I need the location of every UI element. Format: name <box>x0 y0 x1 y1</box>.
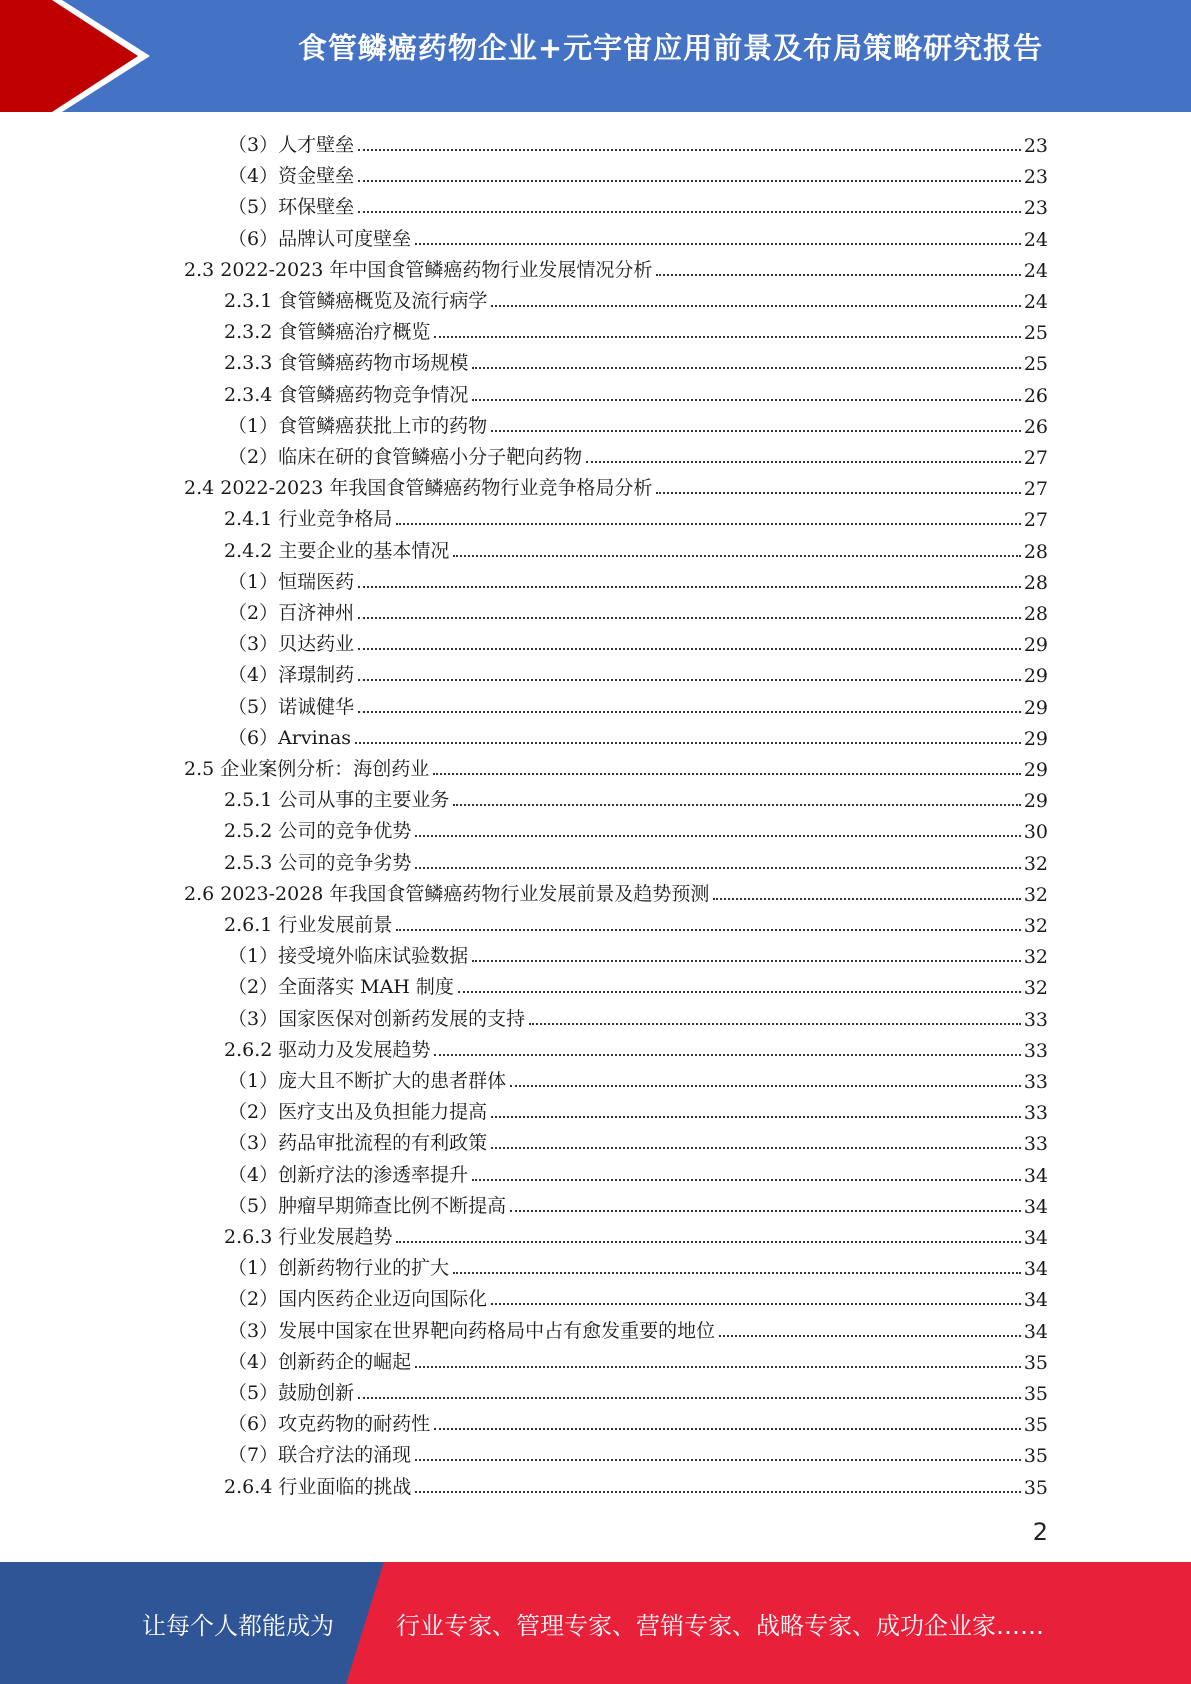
toc-dot-leader <box>510 1210 1021 1212</box>
toc-entry-label: （1）创新药物行业的扩大 <box>228 1257 450 1280</box>
toc-entry[interactable] <box>228 438 1048 469</box>
toc-entry-label: 2.6.4 行业面临的挑战 <box>224 1475 412 1498</box>
toc-entry-label: （1）恒瑞医药 <box>228 570 355 593</box>
toc-entry-page: 29 <box>1023 665 1048 688</box>
toc-entry-label: （5）诺诚健华 <box>228 695 355 718</box>
toc-entry[interactable] <box>228 1280 1048 1311</box>
toc-entry-label: （2）百济神州 <box>228 602 355 624</box>
toc-entry[interactable] <box>224 313 1048 344</box>
toc-entry-label: 2.6.2 驱动力及发展趋势 <box>224 1038 431 1061</box>
toc-entry[interactable] <box>228 937 1048 968</box>
toc-entry-label: 2.4 2022-2023 年我国食管鳞癌药物行业竞争格局分析 <box>184 477 653 500</box>
toc-entry[interactable] <box>228 1249 1048 1280</box>
toc-entry-page: 24 <box>1023 291 1048 313</box>
toc-dot-leader <box>358 617 1021 619</box>
toc-entry-label: 2.5.1 公司从事的主要业务 <box>224 789 450 812</box>
toc-entry-page: 35 <box>1023 1445 1048 1468</box>
toc-entry[interactable] <box>224 781 1048 812</box>
footer-slogan-right: 行业专家、管理专家、营销专家、战略专家、成功企业家…… <box>396 1612 1044 1640</box>
toc-entry-page: 35 <box>1023 1383 1048 1405</box>
toc-entry-page: 28 <box>1023 571 1048 594</box>
toc-entry-page: 28 <box>1023 540 1048 563</box>
toc-entry-page: 33 <box>1023 1039 1048 1062</box>
toc-entry-label: （4）创新疗法的渗透率提升 <box>228 1163 469 1186</box>
toc-entry-page: 33 <box>1023 1008 1048 1031</box>
toc-entry-label: （5）肿瘤早期筛查比例不断提高 <box>228 1194 507 1217</box>
toc-entry[interactable] <box>224 812 1048 843</box>
toc-dot-leader <box>358 586 1021 588</box>
toc-entry-label: （4）资金壁垒 <box>228 165 355 188</box>
toc-entry-label: （5）环保壁垒 <box>228 196 355 219</box>
toc-entry[interactable] <box>228 968 1048 999</box>
toc-entry[interactable] <box>184 875 1048 906</box>
toc-entry[interactable] <box>228 1156 1048 1187</box>
toc-entry[interactable] <box>228 1436 1048 1467</box>
toc-entry-label: 2.5.3 公司的竞争劣势 <box>224 851 412 874</box>
toc-entry-page: 25 <box>1023 322 1048 345</box>
toc-entry[interactable] <box>228 1062 1048 1093</box>
toc-entry-page: 28 <box>1023 603 1048 625</box>
toc-entry[interactable] <box>228 656 1048 687</box>
toc-entry-label: （3）发展中国家在世界靶向药格局中占有愈发重要的地位 <box>228 1319 716 1342</box>
toc-dot-leader <box>358 1397 1021 1399</box>
toc-entry-label: 2.6.3 行业发展趋势 <box>224 1226 393 1248</box>
toc-dot-leader <box>453 804 1020 806</box>
toc-dot-leader <box>472 399 1020 401</box>
toc-entry-page: 34 <box>1023 1227 1048 1249</box>
toc-entry[interactable] <box>224 500 1048 531</box>
toc-dot-leader <box>491 430 1021 432</box>
toc-entry-label: （3）国家医保对创新药发展的支持 <box>228 1007 526 1030</box>
toc-dot-leader <box>396 523 1020 525</box>
toc-dot-leader <box>458 991 1021 993</box>
toc-entry-page: 34 <box>1023 1258 1048 1281</box>
toc-entry[interactable] <box>224 376 1048 407</box>
toc-entry-page: 26 <box>1023 415 1048 438</box>
toc-entry[interactable] <box>228 1187 1048 1218</box>
toc-entry-label: 2.5.2 公司的竞争优势 <box>224 820 412 843</box>
toc-dot-leader <box>396 1241 1020 1243</box>
toc-entry[interactable] <box>228 407 1048 438</box>
toc-dot-leader <box>358 149 1021 151</box>
toc-dot-leader <box>453 555 1020 557</box>
toc-entry-page: 24 <box>1023 228 1048 251</box>
toc-entry-label: （1）庞大且不断扩大的患者群体 <box>228 1070 507 1092</box>
toc-entry-label: （2）国内医药企业迈向国际化 <box>228 1288 488 1311</box>
toc-entry-page: 29 <box>1023 759 1048 781</box>
toc-entry[interactable] <box>228 157 1048 188</box>
toc-dot-leader <box>433 773 1021 775</box>
toc-entry-label: （4）创新药企的崛起 <box>228 1350 412 1373</box>
toc-entry-page: 33 <box>1023 1133 1048 1156</box>
toc-entry-label: （1）接受境外临床试验数据 <box>228 945 469 968</box>
toc-entry-label: （2）临床在研的食管鳞癌小分子靶向药物 <box>228 446 583 468</box>
toc-dot-leader <box>434 336 1020 338</box>
toc-entry[interactable] <box>224 906 1048 937</box>
toc-entry[interactable] <box>224 344 1048 375</box>
toc-entry-label: 2.5 企业案例分析：海创药业 <box>184 758 430 780</box>
report-title: 食管鳞癌药物企业+元宇宙应用前景及布局策略研究报告 <box>297 31 1044 65</box>
toc-entry-label: （2）全面落实 MAH 制度 <box>228 976 454 999</box>
toc-entry-page: 35 <box>1023 1476 1048 1499</box>
toc-entry-label: （1）食管鳞癌获批上市的药物 <box>228 414 488 437</box>
toc-entry-page: 33 <box>1023 1102 1048 1125</box>
toc-entry-page: 32 <box>1023 946 1048 969</box>
toc-entry-page: 35 <box>1023 1414 1048 1437</box>
toc-entry-page: 29 <box>1023 790 1048 813</box>
toc-entry-page: 32 <box>1023 977 1048 1000</box>
toc-entry[interactable] <box>228 1312 1048 1343</box>
toc-dot-leader <box>415 1491 1020 1493</box>
toc-dot-leader <box>415 835 1020 837</box>
toc-entry-page: 23 <box>1023 135 1048 157</box>
toc-dot-leader <box>396 929 1020 931</box>
toc-entry-page: 25 <box>1023 353 1048 376</box>
toc-entry-page: 27 <box>1023 478 1048 501</box>
toc-entry-label: 2.3 2022-2023 年中国食管鳞癌药物行业发展情况分析 <box>184 258 653 281</box>
toc-entry[interactable] <box>224 1218 1048 1249</box>
page-footer <box>0 1562 1191 1684</box>
toc-entry-label: （7）联合疗法的涌现 <box>228 1444 412 1467</box>
toc-entry[interactable] <box>228 1374 1048 1405</box>
toc-entry-page: 32 <box>1023 883 1048 906</box>
toc-entry-page: 26 <box>1023 384 1048 407</box>
toc-entry-page: 35 <box>1023 1351 1048 1374</box>
toc-entry-label: 2.4.1 行业竞争格局 <box>224 508 393 531</box>
toc-entry[interactable] <box>228 1000 1048 1031</box>
toc-dot-leader <box>434 1428 1021 1430</box>
page-header <box>0 0 1191 112</box>
toc-entry-label: 2.3.1 食管鳞癌概览及流行病学 <box>224 290 488 312</box>
toc-dot-leader <box>415 243 1021 245</box>
toc-entry-page: 30 <box>1023 821 1048 844</box>
toc-entry-label: （2）医疗支出及负担能力提高 <box>228 1101 488 1124</box>
toc-entry[interactable] <box>228 625 1048 656</box>
toc-dot-leader <box>358 180 1021 182</box>
toc-entry-page: 33 <box>1023 1071 1048 1093</box>
toc-entry[interactable] <box>228 126 1048 157</box>
toc-dot-leader <box>491 1147 1021 1149</box>
toc-entry-page: 32 <box>1023 852 1048 875</box>
toc-dot-leader <box>415 1459 1021 1461</box>
toc-entry[interactable] <box>228 563 1048 594</box>
page-number: 2 <box>1032 1518 1048 1546</box>
toc-dot-leader <box>510 1085 1021 1087</box>
toc-entry[interactable] <box>228 1093 1048 1124</box>
toc-entry-page: 27 <box>1023 509 1048 532</box>
toc-entry-page: 27 <box>1023 447 1048 469</box>
toc-entry[interactable] <box>228 1124 1048 1155</box>
toc-entry-label: （6）Arvinas <box>228 726 352 749</box>
toc-entry[interactable] <box>224 844 1048 875</box>
toc-entry-label: 2.3.3 食管鳞癌药物市场规模 <box>224 352 469 375</box>
toc-entry-page: 34 <box>1023 1164 1048 1187</box>
toc-entry[interactable] <box>184 469 1048 500</box>
toc-entry-label: （3）药品审批流程的有利政策 <box>228 1132 488 1155</box>
toc-dot-leader <box>719 1335 1021 1337</box>
toc-entry-label: 2.3.4 食管鳞癌药物竞争情况 <box>224 383 469 406</box>
toc-dot-leader <box>529 1023 1021 1025</box>
toc-entry[interactable] <box>228 594 1048 625</box>
toc-entry-page: 29 <box>1023 727 1048 750</box>
toc-entry-page: 24 <box>1023 259 1048 282</box>
toc-dot-leader <box>586 461 1021 463</box>
toc-entry[interactable] <box>228 188 1048 219</box>
toc-dot-leader <box>358 211 1021 213</box>
toc-entry-page: 34 <box>1023 1320 1048 1343</box>
toc-dot-leader <box>713 898 1020 900</box>
toc-entry-page: 29 <box>1023 634 1048 657</box>
toc-dot-leader <box>472 1179 1021 1181</box>
toc-dot-leader <box>415 867 1020 869</box>
toc-entry-page: 34 <box>1023 1289 1048 1312</box>
toc-dot-leader <box>491 1303 1021 1305</box>
toc-entry[interactable] <box>184 750 1048 781</box>
toc-entry[interactable] <box>184 251 1048 282</box>
toc-dot-leader <box>656 274 1020 276</box>
toc-entry[interactable] <box>228 1343 1048 1374</box>
toc-dot-leader <box>491 305 1020 307</box>
toc-entry-label: （3）贝达药业 <box>228 633 355 656</box>
toc-dot-leader <box>355 742 1021 744</box>
toc-entry[interactable] <box>228 220 1048 251</box>
toc-entry-label: （6）攻克药物的耐药性 <box>228 1413 431 1436</box>
toc-entry[interactable] <box>224 532 1048 563</box>
toc-entry-label: 2.3.2 食管鳞癌治疗概览 <box>224 321 431 344</box>
toc-entry-label: （6）品牌认可度壁垒 <box>228 227 412 250</box>
toc-dot-leader <box>358 679 1021 681</box>
toc-dot-leader <box>434 1054 1020 1056</box>
toc-dot-leader <box>415 1366 1021 1368</box>
toc-entry[interactable] <box>228 719 1048 750</box>
toc-entry[interactable] <box>228 688 1048 719</box>
toc-entry-label: 2.6 2023-2028 年我国食管鳞癌药物行业发展前景及趋势预测 <box>184 882 710 905</box>
toc-dot-leader <box>656 492 1020 494</box>
toc-dot-leader <box>472 960 1021 962</box>
toc-entry-page: 23 <box>1023 166 1048 189</box>
toc-entry-page: 29 <box>1023 696 1048 719</box>
toc-entry-label: （4）泽璟制药 <box>228 664 355 687</box>
toc-entry[interactable] <box>224 1031 1048 1062</box>
toc-dot-leader <box>358 648 1021 650</box>
toc-entry-label: 2.6.1 行业发展前景 <box>224 914 393 936</box>
toc-entry-label: （5）鼓励创新 <box>228 1382 355 1404</box>
toc-entry[interactable] <box>224 282 1048 313</box>
toc-dot-leader <box>453 1272 1021 1274</box>
toc-entry-page: 34 <box>1023 1195 1048 1218</box>
toc-entry[interactable] <box>228 1405 1048 1436</box>
toc-dot-leader <box>491 1116 1021 1118</box>
toc-entry[interactable] <box>224 1468 1048 1499</box>
toc-entry-page: 23 <box>1023 197 1048 220</box>
footer-slogan-left: 让每个人都能成为 <box>142 1612 334 1640</box>
toc-entry-label: （3）人才壁垒 <box>228 134 355 156</box>
toc-dot-leader <box>472 367 1020 369</box>
toc-entry-page: 32 <box>1023 915 1048 937</box>
toc-dot-leader <box>358 711 1021 713</box>
toc-entry-label: 2.4.2 主要企业的基本情况 <box>224 539 450 562</box>
